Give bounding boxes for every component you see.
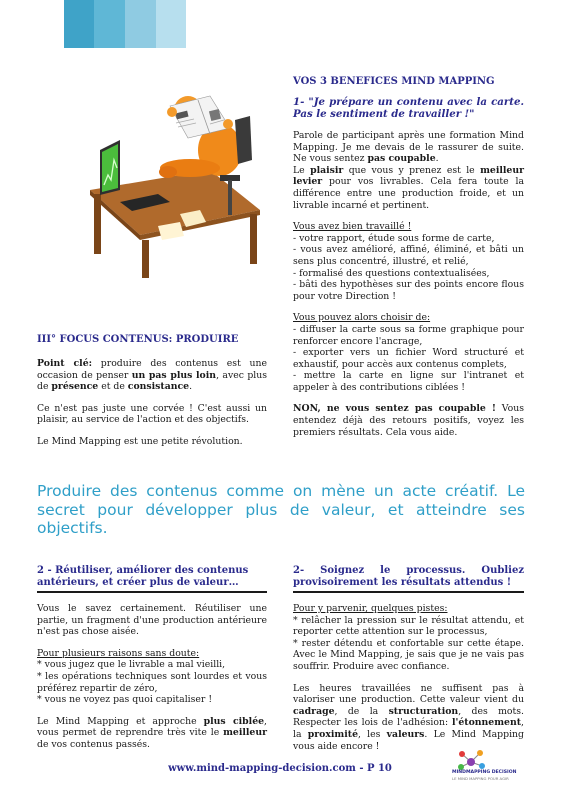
list-item: * vous jugez que le livrable a mal vieilli, <box>37 659 226 671</box>
targeted-text-a: Le Mind Mapping et approche <box>37 715 204 727</box>
color-block-4 <box>156 0 186 48</box>
value-bold-1: cadrage <box>293 705 335 717</box>
reuse-title-underline <box>37 591 267 593</box>
pleasure-paragraph <box>293 165 524 211</box>
mind-map-logo-icon <box>456 748 486 772</box>
key-point-bold-1: un pas plus loin <box>131 369 217 381</box>
tracks-list <box>293 603 524 673</box>
benefit-1-heading: 1- "Je prépare un contenu avec la carte. Pas le sentiment de travailler !" <box>293 96 524 120</box>
list-item: * les opérations techniques sont lourdes et vous préférez repartir de zéro, <box>37 670 267 694</box>
key-point-text-h: . <box>189 381 193 393</box>
targeted-bold-1: plus ciblée <box>203 715 265 727</box>
benefits-title: VOS 3 BENEFICES MIND MAPPING <box>293 76 495 87</box>
key-point-bold-2: présence <box>51 381 99 393</box>
focus-title: III° FOCUS CONTENUS: PRODUIRE <box>37 334 239 345</box>
footer-logo <box>452 748 532 782</box>
intro-text-bold: pas coupable <box>367 153 436 165</box>
list-item: * rester détendu et confortable sur cette étape. Avec le Mind Mapping, je sais que je ne vais pas souffrir. Produire avec confiance. <box>293 637 524 672</box>
worked-list <box>293 221 524 302</box>
list-item: - exporter vers un fichier Word structuré et exhaustif, pour accès aux contenus complets, <box>293 347 524 370</box>
key-point-bold-3: consistance <box>127 381 190 393</box>
targeted-text-e: de vos contenus passés. <box>37 738 150 750</box>
value-text-k: . Le Mind Mapping vous aide encore ! <box>293 728 524 752</box>
key-point-text-d: , avec plus de <box>37 369 267 393</box>
choose-list-title: Vous pouvez alors choisir de: <box>293 312 431 324</box>
intro-text-c: . <box>435 153 439 165</box>
reasons-list-title: Pour plusieurs raisons sans doute: <box>37 647 200 659</box>
value-bold-4: proximité <box>307 728 358 740</box>
color-block-3 <box>125 0 156 48</box>
logo-text: MINDMAPPING DECISION <box>452 770 517 775</box>
value-text-i: , les <box>358 728 387 740</box>
revolution-paragraph: Le Mind Mapping est une petite révolution. <box>37 435 243 447</box>
list-item: - formalisé des questions contextualisées, <box>293 267 490 279</box>
color-block-2 <box>94 0 125 48</box>
not-guilty-bold: NON, ne vous sentez pas coupable ! <box>293 403 496 415</box>
choose-list <box>293 312 524 393</box>
list-item: - diffuser la carte sous sa forme graphique pour renforcer encore l'ancrage, <box>293 323 524 347</box>
value-text-a: Les heures travaillées ne suffisent pas à valoriser une production. Cette valeur vient du <box>293 682 524 706</box>
list-item: - vous avez amélioré, affiné, éliminé, et bâti un sens plus concentré, illustré, et relié, <box>293 244 524 267</box>
value-bold-5: valeurs <box>386 728 425 740</box>
value-text-c: , de la <box>334 705 389 717</box>
pleasure-text-a: Le <box>293 164 311 176</box>
intro-paragraph <box>293 130 524 165</box>
key-point-paragraph <box>37 358 267 393</box>
value-text-g: , la <box>293 717 524 740</box>
pleasure-text-c: que vous y prenez est le <box>343 164 481 176</box>
reuse-column <box>37 565 267 751</box>
pleasure-text-bold: plaisir <box>310 164 344 176</box>
targeted-bold-2: meilleur <box>223 727 267 739</box>
intro-text-a: Parole de participant après une formation Mind Mapping. Je me devais de le rassurer de suite. Ne vous sentez <box>293 130 524 165</box>
list-item: * relâcher la pression sur le résultat attendu, et reporter cette attention sur le processus, <box>293 614 524 638</box>
value-bold-3: l'étonnement <box>452 717 522 729</box>
pleasure-text-e: pour vos livrables. Cela fera toute la différence entre une production froide, et un livrable incarné et pertinent. <box>293 176 524 211</box>
header-color-blocks <box>64 0 186 48</box>
worked-list-title: Vous avez bien travaillé ! <box>293 221 412 233</box>
key-point-label: Point clé: <box>37 358 93 369</box>
reuse-title: 2 - Réutiliser, améliorer des contenus antérieurs, et créer plus de valeur… <box>37 565 249 588</box>
color-block-1 <box>64 0 94 48</box>
value-bold-2: structuration <box>388 705 459 717</box>
key-point-text-f: et de <box>98 381 128 393</box>
not-guilty-paragraph <box>293 403 524 438</box>
process-title: 2- Soignez le processus. Oubliez provisoirement les résultats attendus ! <box>293 565 524 588</box>
targeted-text-c: , vous permet de reprendre très vite le <box>37 715 267 739</box>
focus-column <box>37 334 267 448</box>
list-item: - bâti des hypothèses sur des points encore flous pour votre Direction ! <box>293 279 524 302</box>
list-item: * vous ne voyez pas quoi capitaliser ! <box>37 694 213 706</box>
figure-reading-newspaper-at-desk-icon <box>70 90 270 280</box>
process-title-underline <box>293 591 524 593</box>
key-point-text-b: produire des contenus est une occasion de penser <box>37 358 267 381</box>
value-text-e: , des mots. Respecter les lois de l'adhésion: <box>293 705 524 729</box>
highlight-quote: Produire des contenus comme on mène un acte créatif. Le secret pour développer plus de valeur, et atteindre ses objectifs. <box>37 482 525 537</box>
reuse-intro: Vous le savez certainement. Réutiliser une partie, un fragment d'une production antérieure n'est pas chose aisée. <box>37 603 267 638</box>
targeted-paragraph <box>37 716 267 751</box>
chore-paragraph: Ce n'est pas juste une corvée ! C'est aussi un plaisir, au service de l'action et des objectifs. <box>37 402 267 426</box>
not-guilty-text: Vous entendez déjà des retours positifs, voyez les premiers résultats. Cela vous aide. <box>293 403 524 438</box>
tracks-list-title: Pour y parvenir, quelques pistes: <box>293 603 448 614</box>
logo-tagline: LE MIND MAPPING POUR AGIR <box>452 776 509 781</box>
pleasure-text-bold-2: meilleur levier <box>293 164 524 188</box>
footer-url: www.mind-mapping-decision.com - P 10 <box>168 763 392 774</box>
reasons-list <box>37 648 267 706</box>
list-item: - votre rapport, étude sous forme de carte, <box>293 232 495 244</box>
list-item: - mettre la carte en ligne sur l'intranet et appeler à des contributions ciblées ! <box>293 370 524 393</box>
value-paragraph <box>293 683 524 753</box>
process-column <box>293 565 524 752</box>
benefits-column <box>293 76 524 438</box>
